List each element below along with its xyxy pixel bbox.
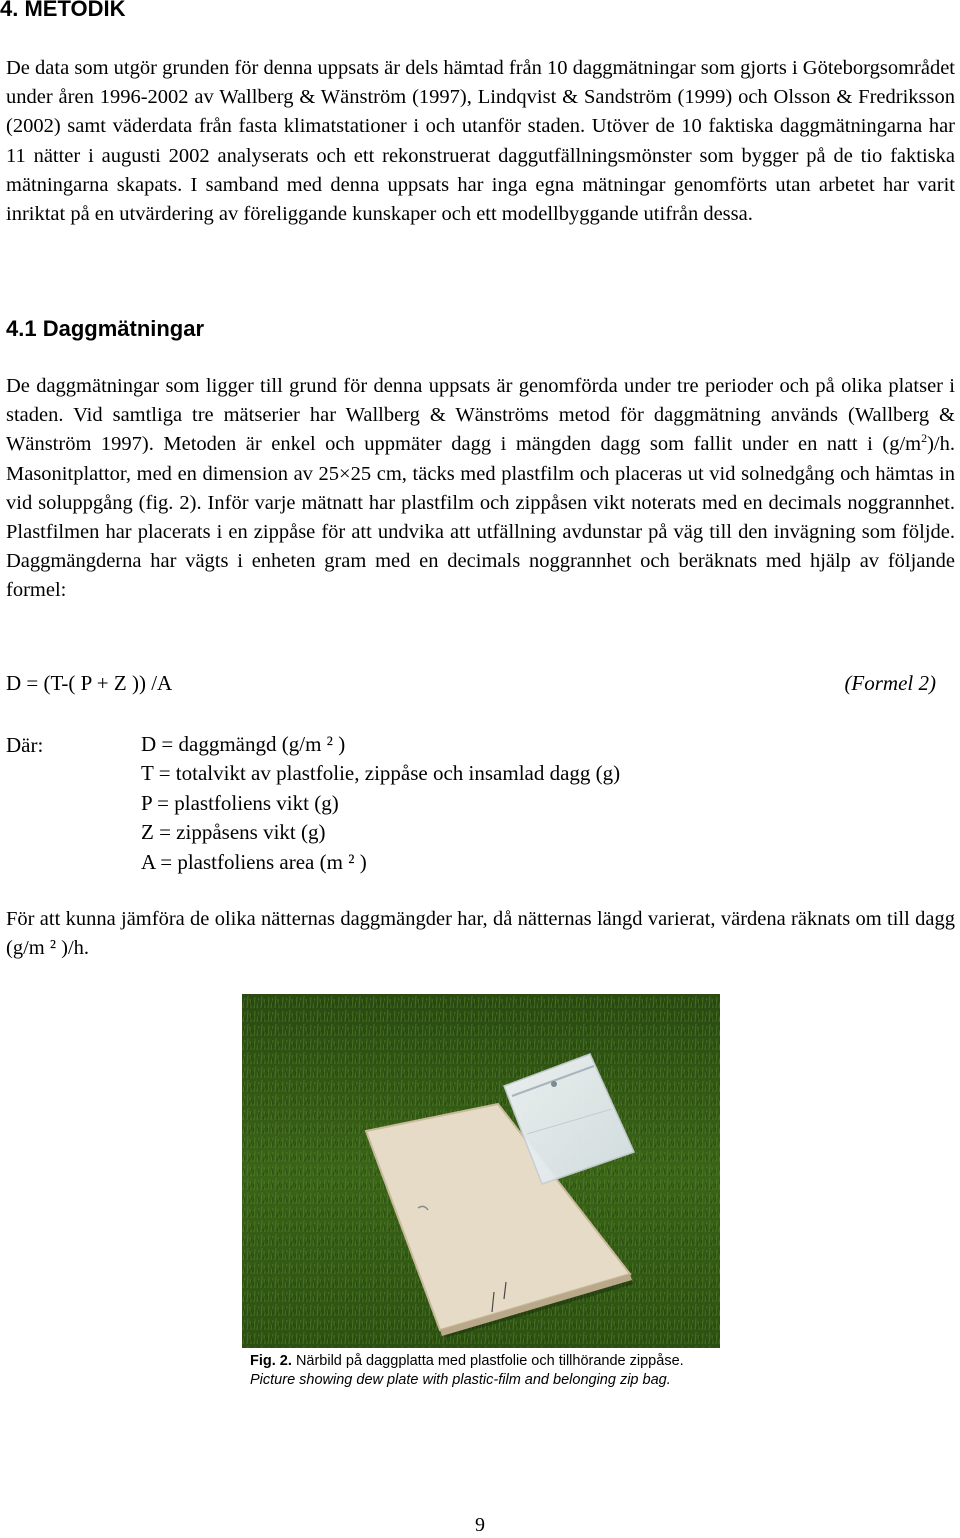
closing-paragraph: För att kunna jämföra de olika nätternas daggmängder har, då nätternas längd varierat, värdena räknats om till dagg (g/m ² )/h. xyxy=(6,908,955,960)
formula-expression: D = (T-( P + Z )) /A xyxy=(6,671,173,695)
figure-caption-sv-text: Närbild på daggplatta med plastfolie och tillhörande zippåse. xyxy=(295,1353,684,1369)
figure-caption xyxy=(250,1352,730,1389)
method-paragraph-part-b: )/h. Masonitplattor, med en dimension av 25×25 cm, täcks med plastfilm och placeras ut vid solnedgång och hämtas in vid soluppgång (fig. 2). Inför varje mätnatt har plastfilm och zippåsen vikt noterats med en decimals noggrannhet. Plastfilmen har placerats i en zippåse för att undvika att utfällning avdunstar på väg till den invägning som följde. Daggmängderna har vägts i enheten gram med en decimals noggrannhet och beräknats med hjälp av följande formel: xyxy=(6,433,955,602)
definitions-label: Där: xyxy=(6,733,44,757)
definitions-list xyxy=(141,730,620,877)
figure-caption-swedish xyxy=(250,1352,730,1371)
intro-paragraph: De data som utgör grunden för denna uppsats är dels hämtad från 10 daggmätningar som gjorts i Göteborgsområdet under åren 1996-2002 av Wallberg & Wänström (1997), Lindqvist & Sandström (1999) och Olsson & Fredriksson (2002) samt väderdata från fasta klimatstationer i och utanför staden. Utöver de 10 faktiska daggmätningarna har 11 nätter i augusti 2002 analyserats och ett rekonstruerat daggutfällningsmönster som bygger på de tio faktiska mätningarna skapats. I samband med denna uppsats har inga egna mätningar genomförts utan arbetet har varit inriktat på en utvärdering av föreliggande kunskaper och ett modellbyggande utifrån dessa. xyxy=(6,57,955,226)
page-number: 9 xyxy=(475,1514,485,1536)
figure-caption-english: Picture showing dew plate with plastic-film and belonging zip bag. xyxy=(250,1371,671,1388)
method-paragraph-part-a: De daggmätningar som ligger till grund för denna uppsats är genomförda under tre perioder och på olika platser i staden. Vid samtliga tre mätserier har Wallberg & Wänströms metod för daggmätning används (Wallberg & Wänström 1997). Metoden är enkel och uppmäter dagg i mängden dagg som fallit under en natt i (g/m xyxy=(6,375,955,456)
definition-item: P = plastfoliens vikt (g) xyxy=(141,790,339,815)
definition-item: Z = zippåsens vikt (g) xyxy=(141,820,326,845)
definition-item: A = plastfoliens area (m ² ) xyxy=(141,849,367,874)
section-heading: 4. METODIK xyxy=(0,0,126,21)
superscript-two: 2 xyxy=(921,431,928,446)
definition-item: D = daggmängd (g/m ² ) xyxy=(141,732,346,756)
definition-item: T = totalvikt av plastfolie, zippåse och insamlad dagg (g) xyxy=(141,761,621,786)
method-paragraph xyxy=(6,372,955,606)
formula-label: (Formel 2) xyxy=(844,671,936,695)
subsection-heading: 4.1 Daggmätningar xyxy=(6,316,205,341)
figure-label: Fig. 2. xyxy=(250,1353,292,1369)
dew-plate-photo xyxy=(242,994,720,1348)
